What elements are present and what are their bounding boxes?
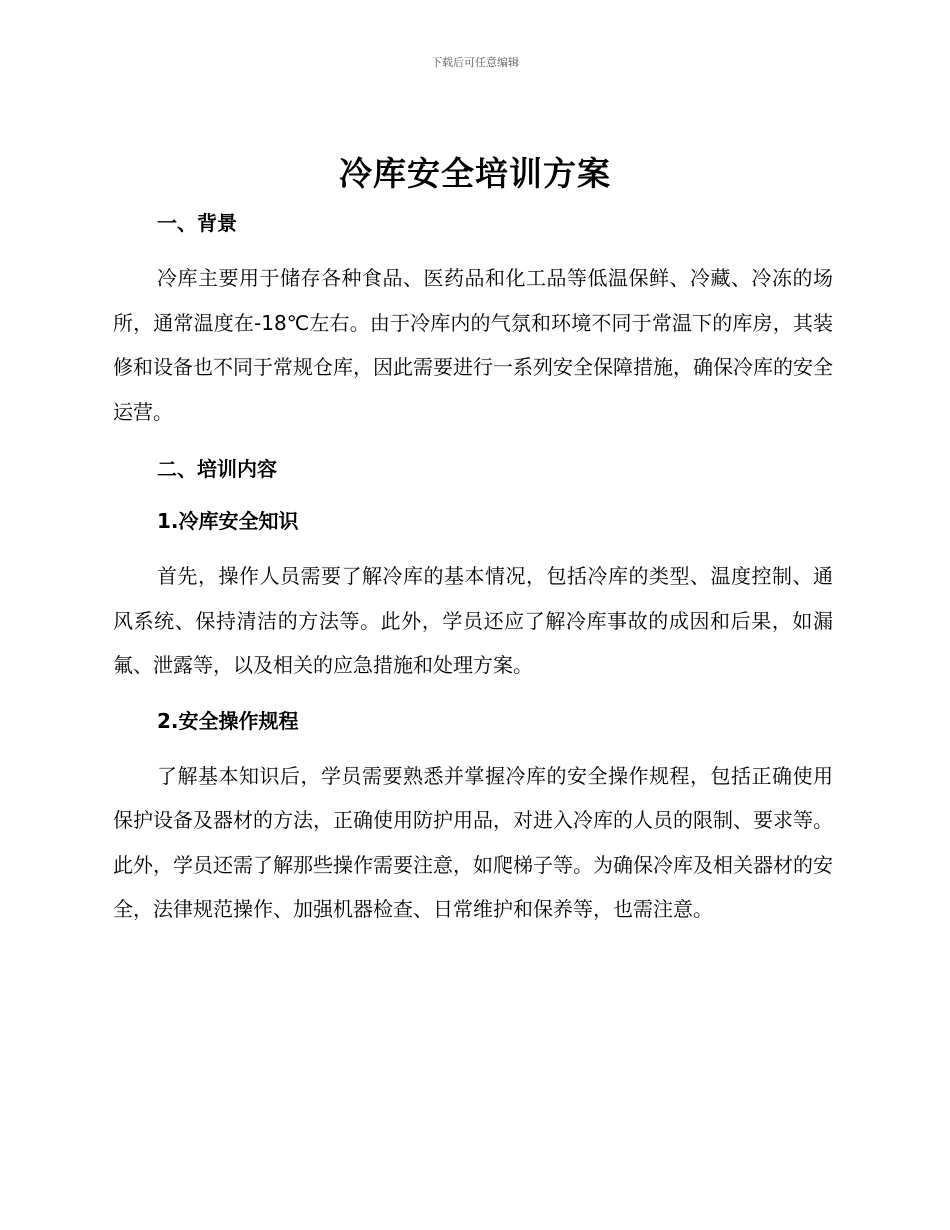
subsection-paragraph-safety-knowledge: 首先，操作人员需要了解冷库的基本情况，包括冷库的类型、温度控制、通风系统、保持清洁的方法等。此外，学员还应了解冷库事故的成因和后果，如漏氟、泄露等，以及相关的应急措施和处理方案。 <box>113 564 833 677</box>
subsection-paragraph-operating-rules: 了解基本知识后，学员需要熟悉并掌握冷库的安全操作规程，包括正确使用保护设备及器材的方法，正确使用防护用品，对进入冷库的人员的限制、要求等。此外，学员还需了解那些操作需要注意，如爬梯子等。为确保冷库及相关器材的安全，法律规范操作、加强机器检查、日常维护和保养等，也需注意。 <box>113 763 833 921</box>
subsection-heading-operating-rules: 2.安全操作规程 <box>157 708 299 733</box>
document-title: 冷库安全培训方案 <box>339 154 611 193</box>
section-heading-training-content: 二、培训内容 <box>157 457 277 481</box>
section-paragraph-background: 冷库主要用于储存各种食品、医药品和化工品等低温保鲜、冷藏、冷冻的场所，通常温度在-18℃左右。由于冷库内的气氛和环境不同于常温下的库房，其装修和设备也不同于常规仓库，因此需要进行一系列安全保障措施，确保冷库的安全运营。 <box>113 266 833 424</box>
page-header-note: 下载后可任意编辑 <box>431 56 519 69</box>
section-heading-background: 一、背景 <box>157 211 237 235</box>
subsection-heading-safety-knowledge: 1.冷库安全知识 <box>157 509 299 533</box>
document-body <box>113 204 833 932</box>
